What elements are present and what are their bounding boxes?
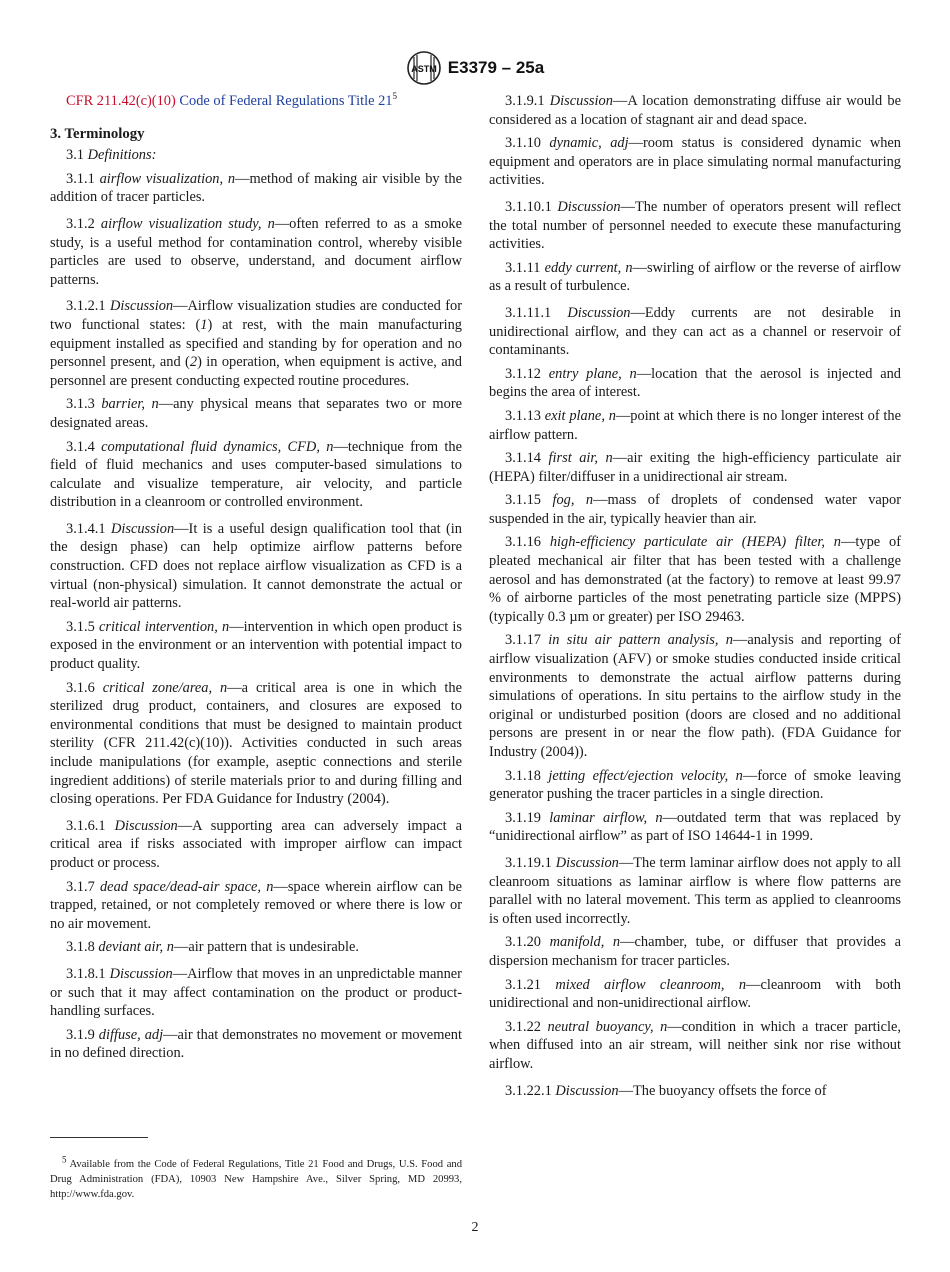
- paragraph-3-1-10-1: 3.1.10.1 Discussion—The number of operators present will reflect the total number of personnel needed to execute these manufacturing activities.: [489, 198, 901, 253]
- paragraph-3-1-15: 3.1.15 fog, n—mass of droplets of condensed water vapor suspended in the air, typically heavier than air.: [489, 492, 901, 527]
- footnote-divider: [50, 1137, 148, 1138]
- cfr-title-link[interactable]: Code of Federal Regulations Title 21: [179, 93, 393, 109]
- paragraph-3-1-3: 3.1.3 barrier, n—any physical means that separates two or more designated areas.: [50, 396, 463, 431]
- paragraph-3-1-12: 3.1.12 entry plane, n—location that the aerosol is injected and begins the area of interest.: [489, 365, 901, 401]
- page-number: 2: [471, 1220, 479, 1235]
- paragraph-3-1-11-1: 3.1.11.1 Discussion—Eddy currents are not desirable in unidirectional airflow, and they can act as a channel or reservoir of contaminants.: [489, 304, 901, 359]
- paragraph-3-1-9: 3.1.9 diffuse, adj—air that demonstrates no movement or movement in no defined direction.: [50, 1026, 462, 1062]
- paragraph-3-1-9-1: 3.1.9.1 Discussion—A location demonstrating diffuse air would be considered as a location of stagnant air and dead space.: [489, 93, 901, 128]
- paragraph-3-1-5: 3.1.5 critical intervention, n—intervention in which open product is exposed in the environment or an intervention with potential impact to product quality.: [50, 618, 462, 673]
- section-title: 3. Terminology: [50, 125, 145, 142]
- cfr-link[interactable]: CFR 211.42(c)(10): [66, 93, 176, 109]
- paragraph-3-1-22-1: 3.1.22.1 Discussion—The buoyancy offsets the force of: [505, 1082, 827, 1099]
- paragraph-3-1-19: 3.1.19 laminar airflow, n—outdated term that was replaced by “unidirectional airflow” as part of ISO 14644-1 in 1999.: [489, 809, 901, 845]
- paragraph-3-1-6-1: 3.1.6.1 Discussion—A supporting area can adversely impact a critical area if risks associated with improper airflow can impact product or process.: [50, 817, 462, 871]
- paragraph-3-1-4-1: 3.1.4.1 Discussion—It is a useful design qualification tool that (in the design phase) can help optimize airflow patterns before construction. CFD does not replace airflow visualization as CFD is a virtual (non-physical) simulation. It cannot demonstrate the actual or real-world air patterns.: [50, 520, 462, 612]
- paragraph-3-1-16: 3.1.16 high-efficiency particulate air (HEPA) filter, n—type of pleated mechanical air filter that has been tested with a challenge aerosol and has demonstrated (at the factory) to remove at least 99.97 % of airborne particles of the most penetrating particle size (MPPS) (typically 0.3 µm or greater) per ISO 29463.: [489, 534, 901, 625]
- paragraph-3-1-1: 3.1.1 airflow visualization, n—method of making air visible by the addition of tracer particles.: [50, 170, 462, 206]
- footnote: $^5$ Available from the Code of Federal Regulations, Title 21 Food and Drugs, U.S. Food and Drug Administration (FDA), 10903 New Hampshire Ave., Silver Spring, MD 20993, http://www.fda.gov.: [50, 1154, 462, 1200]
- footnote-mark[interactable]: 5: [392, 91, 397, 102]
- astm-logo-icon: [406, 50, 442, 86]
- paragraph-3-1-2: 3.1.2 airflow visualization study, n—often referred to as a smoke study, is a useful method for contamination control, whereby visible particles are used to observe, understand, and document airflow patterns.: [50, 215, 462, 288]
- paragraph-3-1-13: 3.1.13 exit plane, n—point at which there is no longer interest of the airflow pattern.: [489, 407, 901, 443]
- right-column: [489, 92, 901, 1105]
- paragraph-3-1: 3.1 Definitions:: [66, 147, 157, 164]
- paragraph-3-1-19-1: 3.1.19.1 Discussion—The term laminar airflow does not apply to all cleanroom situations as laminar airflow is where flow patterns are parallel with no lateral movement. This term as applied to cleanrooms is often used incorrectly.: [489, 854, 901, 927]
- paragraph-3-1-18: 3.1.18 jetting effect/ejection velocity, n—force of smoke leaving generator pushing the tracer particles in a single direction.: [489, 767, 901, 803]
- paragraph-3-1-8: 3.1.8 deviant air, n—air pattern that is undesirable.: [66, 939, 359, 956]
- paragraph-3-1-14: 3.1.14 first air, n—air exiting the high-efficiency particulate air (HEPA) filter/diffuser in a unidirectional air stream.: [489, 450, 901, 485]
- paragraph-3-1-11: 3.1.11 eddy current, n—swirling of airflow or the reverse of airflow as a result of turbulence.: [489, 259, 901, 295]
- paragraph-3-1-6: 3.1.6 critical zone/area, n—a critical area is one in which the sterilized drug product, containers, and closures are exposed to environmental conditions that must be designed to maintain product sterility (CFR 211.42(c)(10)). Activities conducted in such areas include manipulations (for example, aseptic connections and sterile ingredient additions) of sterile materials prior to and during filling and closing operations. Per FDA Guidance for Industry (2004).: [50, 679, 462, 808]
- svg-text:ASTM: ASTM: [411, 64, 437, 74]
- page-header: [0, 50, 950, 86]
- paragraph-3-1-7: 3.1.7 dead space/dead-air space, n—space wherein airflow can be trapped, retained, or not completely removed or where there is low or no air movement.: [50, 878, 462, 932]
- paragraph-3-1-4: 3.1.4 computational fluid dynamics, CFD, n—technique from the field of fluid mechanics and uses computer-based simulations to calculate and visualize temperature, air velocity, and particle distribution in a cleanroom or controlled environment.: [50, 438, 462, 511]
- reference-line: [50, 92, 462, 111]
- paragraph-3-1-21: 3.1.21 mixed airflow cleanroom, n—cleanroom with both unidirectional and non-unidirectional airflow.: [489, 976, 901, 1012]
- paragraph-3-1-20: 3.1.20 manifold, n—chamber, tube, or diffuser that provides a dispersion mechanism for tracer particles.: [489, 934, 901, 969]
- paragraph-3-1-22: 3.1.22 neutral buoyancy, n—condition in which a tracer particle, when diffused into an air stream, will neither sink nor rise without airflow.: [489, 1018, 901, 1072]
- left-column: [50, 92, 462, 1068]
- paragraph-3-1-2-1: 3.1.2.1 Discussion—Airflow visualization studies are conducted for two functional states: (1) at rest, with the main manufacturing equipment installed as specified and standing by for operation and no personnel present, and (2) in operation, when equipment is active, and personnel are present conducting expected routine procedures.: [50, 298, 463, 389]
- paragraph-3-1-17: 3.1.17 in situ air pattern analysis, n—analysis and reporting of airflow visualization (AFV) or smoke studies conducted inside critical environments to demonstrate the actual airflow patterns during simulations of operations. In situ pertains to the airflow study in the original or undisturbed position (doors are closed and no additional persons are present in or near the flow path). (FDA Guidance for Industry (2004)).: [489, 632, 901, 760]
- paragraph-3-1-8-1: 3.1.8.1 Discussion—Airflow that moves in an unpredictable manner or such that it may affect contamination on the product or product-handling surfaces.: [50, 965, 462, 1020]
- paragraph-3-1-10: 3.1.10 dynamic, adj—room status is considered dynamic when equipment and operators are in place simulating normal manufacturing activities.: [489, 135, 901, 189]
- designation: E3379 – 25a: [447, 58, 545, 77]
